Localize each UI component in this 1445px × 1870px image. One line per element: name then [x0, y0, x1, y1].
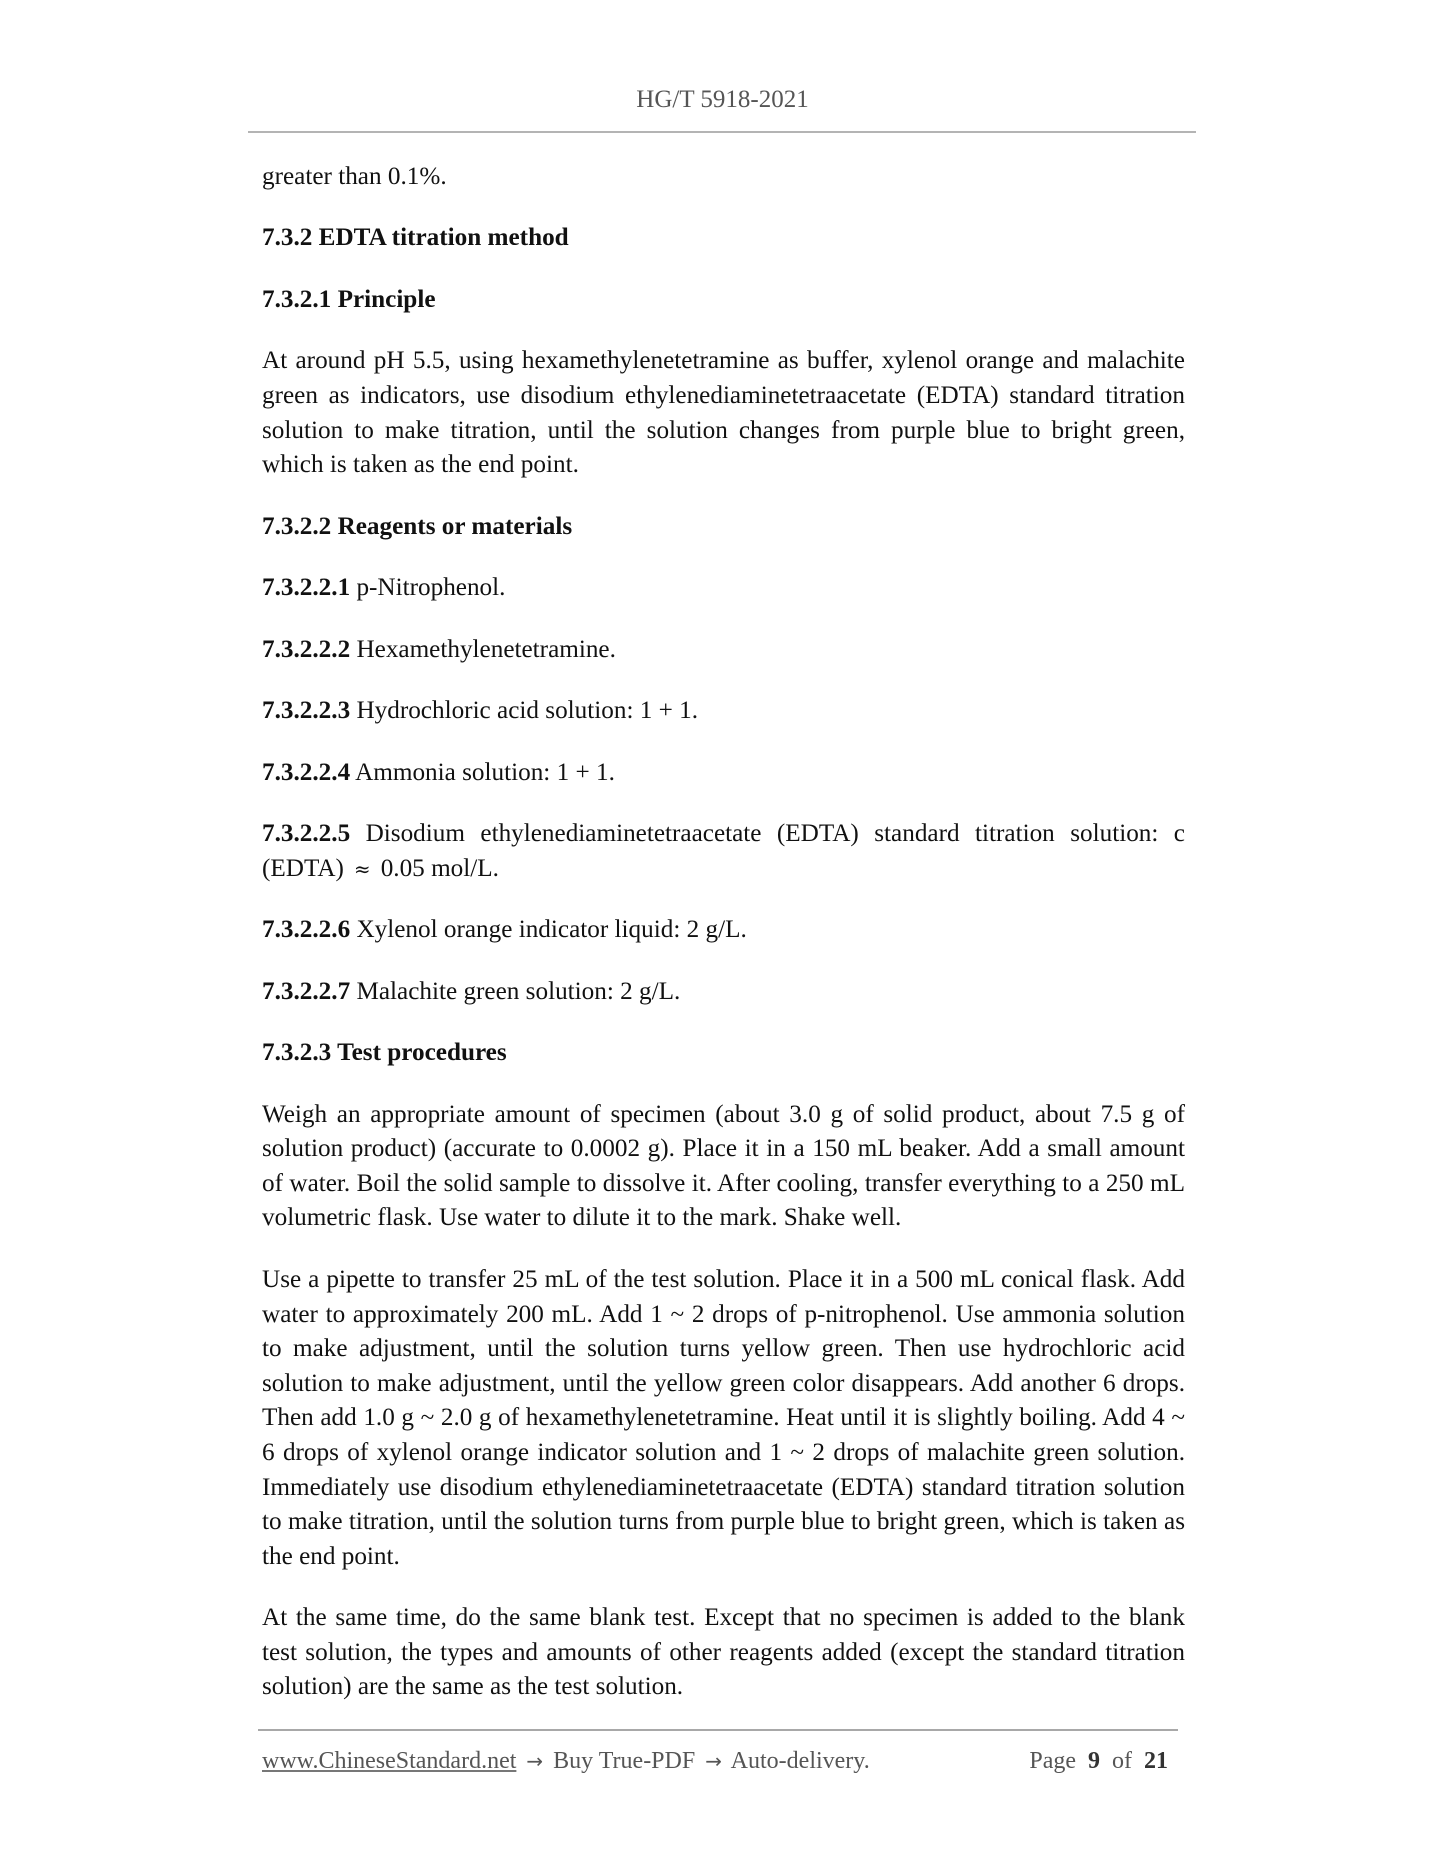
reagent-item [262, 571, 1185, 606]
page-of: of [1112, 1748, 1132, 1774]
section-title: 7.3.2 EDTA titration method [262, 224, 569, 252]
footer-divider [258, 1729, 1178, 1731]
reagent-number: 7.3.2.2.3 [262, 697, 351, 725]
continuation-text: greater than 0.1%. [262, 163, 447, 190]
reagent-text: Malachite green solution: 2 g/L. [356, 977, 681, 1005]
header-divider [248, 131, 1196, 133]
page-label: Page [1029, 1748, 1076, 1774]
reagent-text: Disodium ethylenediaminetetraacetate (EDTA) standard titration solution: c (EDTA) [262, 820, 1185, 882]
procedures-heading: 7.3.2.3 Test procedures [262, 1039, 507, 1067]
page-number [1029, 1744, 1174, 1778]
reagent-text: Ammonia solution: 1 + 1. [355, 758, 615, 786]
page-current: 9 [1088, 1748, 1100, 1774]
approx-symbol: ≈ [353, 856, 371, 881]
procedure-paragraph: Use a pipette to transfer 25 mL of the test solution. Place it in a 500 mL conical flask. Add water to approximately 200 mL. Add 1 ~ 2 drops of p-nitrophenol. Use ammonia solution to make adjustment, until the solution turns yellow green. Then use hydrochloric acid solution to make adjustment, until the yellow green color disappears. Add another 6 drops. Then add 1.0 g ~ 2.0 g of hexamethylenetetramine. Heat until it is slightly boiling. Add 4 ~ 6 drops of xylenol orange indicator solution and 1 ~ 2 drops of malachite green solution. Immediately use disodium ethylenediaminetetraacetate (EDTA) standard titration solution to make titration, until the solution turns from purple blue to bright green, which is taken as the end point. [262, 1265, 1185, 1570]
reagent-item [262, 913, 1185, 948]
reagent-number: 7.3.2.2.1 [262, 574, 351, 602]
reagent-number: 7.3.2.2.5 [262, 820, 351, 848]
footer-promo [262, 1744, 870, 1778]
page-total: 21 [1144, 1748, 1168, 1774]
reagent-text: Hexamethylenetetramine. [356, 635, 616, 663]
document-body [262, 160, 1185, 1732]
procedure-paragraph: Weigh an appropriate amount of specimen (about 3.0 g of solid product, about 7.5 g of solution product) (accurate to 0.0002 g). Place it in a 150 mL beaker. Add a small amount of water. Boil the solid sample to dissolve it. After cooling, transfer everything to a 250 mL volumetric flask. Use water to dilute it to the mark. Shake well. [262, 1100, 1185, 1232]
footer-step-delivery: Auto-delivery. [730, 1748, 870, 1774]
reagent-text: p-Nitrophenol. [356, 574, 506, 602]
reagent-number: 7.3.2.2.2 [262, 635, 351, 663]
reagent-item [262, 633, 1185, 668]
arrow-right-icon: → [705, 1749, 722, 1773]
reagent-item [262, 817, 1185, 886]
reagent-item [262, 975, 1185, 1010]
reagent-item [262, 756, 1185, 791]
footer-step-buy: Buy True-PDF [553, 1748, 696, 1774]
page-header-standard-code: HG/T 5918-2021 [636, 86, 809, 113]
reagent-number: 7.3.2.2.4 [262, 758, 351, 786]
chinesestandard-link[interactable]: www.ChineseStandard.net [262, 1748, 517, 1774]
reagent-number: 7.3.2.2.6 [262, 916, 351, 944]
reagent-number: 7.3.2.2.7 [262, 977, 351, 1005]
reagent-text: Hydrochloric acid solution: 1 + 1. [356, 697, 699, 725]
procedure-paragraph: At the same time, do the same blank test. Except that no specimen is added to the blank test solution, the types and amounts of other reagents added (except the standard titration solution) are the same as the test solution. [262, 1604, 1185, 1701]
reagents-heading: 7.3.2.2 Reagents or materials [262, 512, 573, 540]
principle-paragraph: At around pH 5.5, using hexamethylenetetramine as buffer, xylenol orange and malachite green as indicators, use disodium ethylenediaminetetraacetate (EDTA) standard titration solution to make titration, until the solution changes from purple blue to bright green, which is taken as the end point. [262, 347, 1185, 479]
reagent-item [262, 694, 1185, 729]
arrow-right-icon: → [526, 1749, 544, 1773]
principle-heading: 7.3.2.1 Principle [262, 285, 436, 313]
reagent-text: Xylenol orange indicator liquid: 2 g/L. [356, 916, 747, 944]
reagent-text-after: 0.05 mol/L. [380, 854, 499, 882]
